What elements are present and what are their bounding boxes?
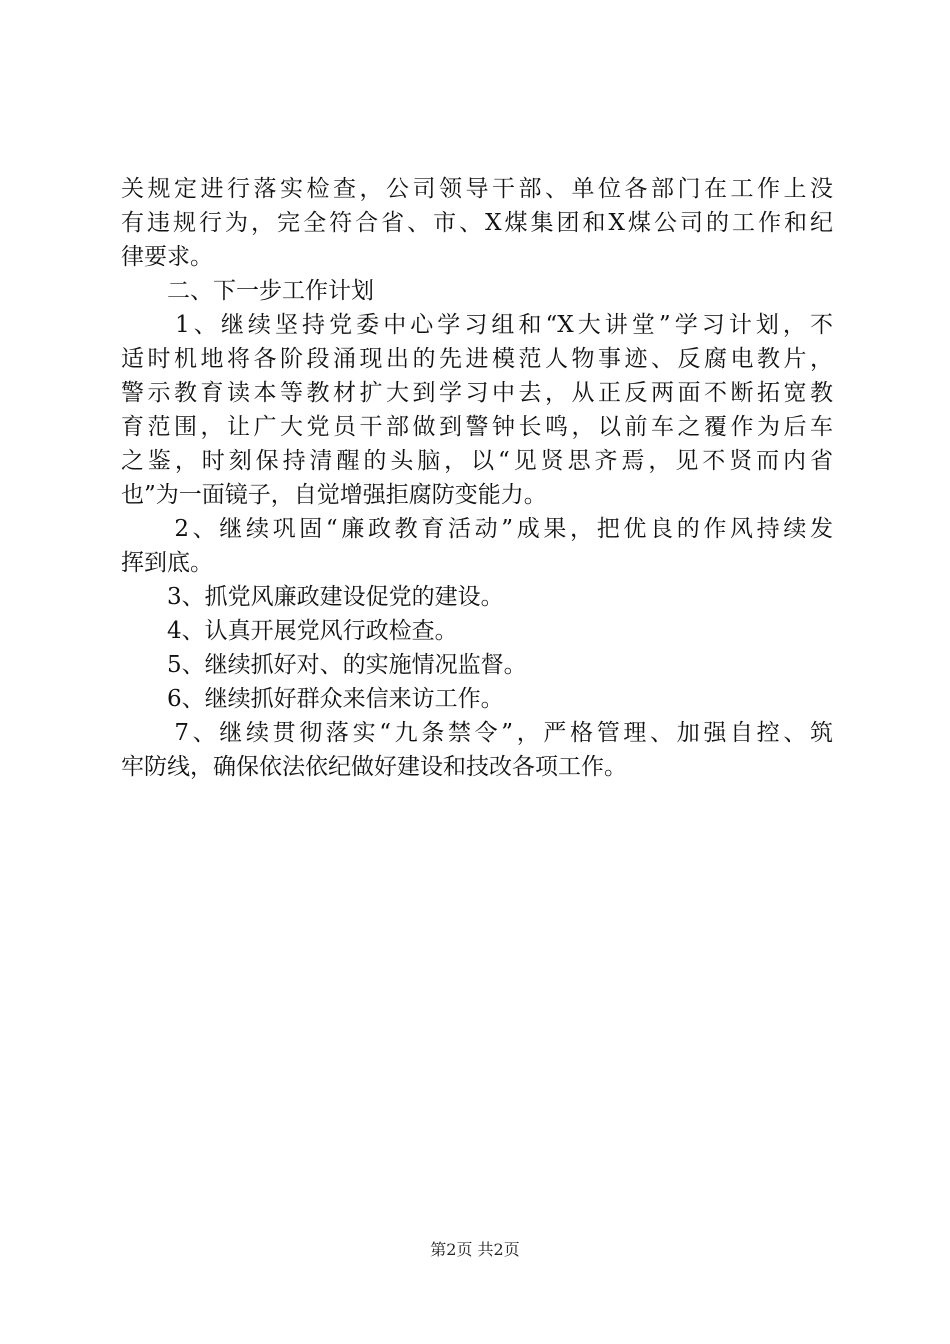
text-line: 6、继续抓好群众来信来访工作。 <box>121 686 504 712</box>
text-line: 之鉴，时刻保持清醒的头脑，以“见贤思齐焉，见不贤而内省 <box>121 448 833 474</box>
text-line: 牢防线，确保依法依纪做好建设和技改各项工作。 <box>121 754 627 780</box>
section-heading: 二、下一步工作计划 <box>121 278 374 304</box>
page-number-footer: 第2页 共2页 <box>430 1240 520 1259</box>
text-line: 4、认真开展党风行政检查。 <box>121 618 458 644</box>
text-line: 律要求。 <box>121 244 213 270</box>
text-line: 关规定进行落实检查，公司领导干部、单位各部门在工作上没 <box>121 176 833 202</box>
text-line: 有违规行为，完全符合省、市、X煤集团和X煤公司的工作和纪 <box>121 210 833 236</box>
text-line: 2、继续巩固“廉政教育活动”成果，把优良的作风持续发 <box>121 516 833 542</box>
text-line: 适时机地将各阶段涌现出的先进模范人物事迹、反腐电教片， <box>121 346 833 372</box>
text-line: 1、继续坚持党委中心学习组和“X大讲堂”学习计划，不 <box>121 312 833 338</box>
text-line: 也”为一面镜子，自觉增强拒腐防变能力。 <box>121 482 547 508</box>
text-line: 警示教育读本等教材扩大到学习中去，从正反两面不断拓宽教 <box>121 380 833 406</box>
text-line: 挥到底。 <box>121 550 213 576</box>
text-line: 育范围，让广大党员干部做到警钟长鸣，以前车之覆作为后车 <box>121 414 833 440</box>
text-line: 5、继续抓好对、的实施情况监督。 <box>121 652 527 678</box>
text-line: 3、抓党风廉政建设促党的建设。 <box>121 584 504 610</box>
text-line: 7、继续贯彻落实“九条禁令”，严格管理、加强自控、筑 <box>121 720 833 746</box>
